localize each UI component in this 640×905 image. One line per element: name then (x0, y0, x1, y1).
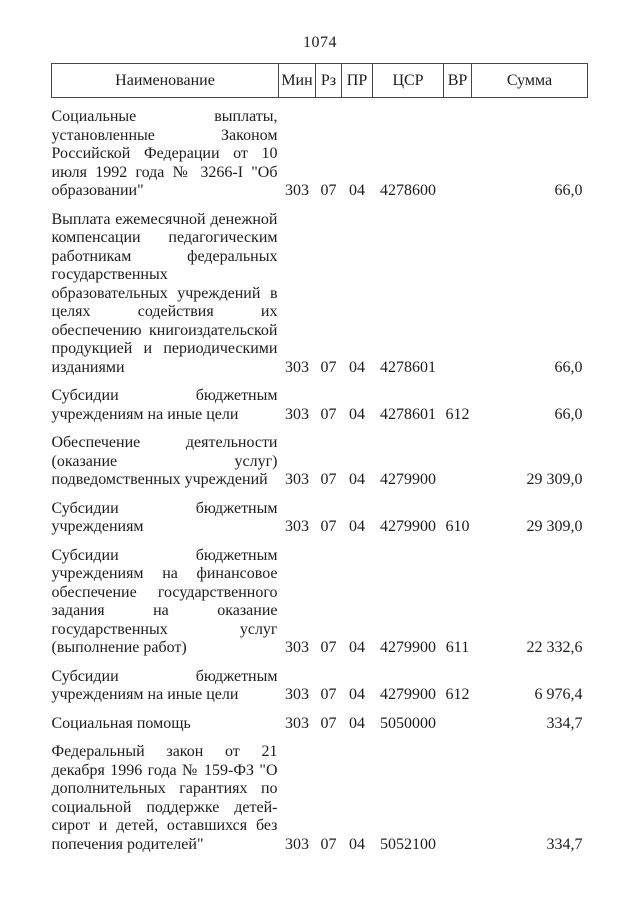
cell-vr (444, 424, 472, 490)
table-header-row (52, 64, 588, 98)
cell-summa: 6 976,4 (534, 686, 583, 703)
cell-csr: 4279900 (380, 471, 436, 488)
cell-csr: 4278600 (380, 182, 436, 199)
cell-rz: 07 (320, 182, 337, 199)
column-header-vr: ВР (444, 64, 472, 98)
cell-vr (444, 705, 472, 734)
cell-vr (444, 98, 472, 201)
cell-rz: 07 (320, 358, 337, 376)
table-row (52, 377, 588, 424)
cell-summa: 29 309,0 (526, 471, 583, 488)
cell-pr: 04 (349, 471, 365, 488)
table-row (52, 733, 588, 854)
cell-csr: 4279900 (380, 686, 436, 703)
cell-name: Субсидии бюджетным учреждениям на иные цели (51, 667, 278, 703)
cell-summa: 29 309,0 (526, 518, 583, 535)
cell-vr: 612 (445, 405, 470, 423)
cell-rz: 07 (320, 518, 337, 535)
cell-rz: 07 (320, 639, 337, 656)
table-row (52, 201, 588, 378)
cell-min: 303 (285, 405, 309, 423)
cell-name: Субсидии бюджетным учреждениям на иные цели (51, 387, 278, 423)
cell-min: 303 (285, 639, 309, 656)
column-header-rz: Рз (316, 64, 342, 98)
cell-csr: 5052100 (380, 835, 436, 853)
cell-vr: 612 (445, 686, 470, 703)
cell-min: 303 (285, 182, 309, 199)
page-number: 1074 (303, 34, 337, 51)
cell-pr: 04 (349, 835, 365, 853)
cell-min: 303 (285, 835, 309, 853)
table-row (52, 537, 588, 658)
cell-vr (444, 201, 472, 378)
column-header-csr: ЦСР (373, 64, 444, 98)
cell-name: Обеспечение деятельности (оказание услуг) подведомственных учреждений (51, 434, 278, 488)
cell-min: 303 (285, 358, 309, 376)
cell-csr: 5050000 (380, 714, 436, 732)
cell-rz: 07 (320, 835, 337, 853)
cell-csr: 4278601 (380, 405, 436, 423)
cell-min: 303 (285, 518, 309, 535)
column-header-pr: ПР (342, 64, 373, 98)
cell-pr: 04 (349, 686, 365, 703)
table-row (52, 424, 588, 490)
cell-vr: 610 (445, 518, 470, 535)
table-header (52, 64, 588, 98)
cell-name: Субсидии бюджетным учреждениям на финансовое обеспечение государственного задания на оказание государственных услуг (выполнение работ) (51, 546, 278, 656)
table-body (52, 98, 588, 855)
column-header-min: Мин (279, 64, 316, 98)
cell-name: Социальная помощь (51, 714, 191, 732)
budget-table (51, 63, 588, 854)
cell-csr: 4278601 (380, 358, 436, 376)
cell-pr: 04 (349, 639, 365, 656)
cell-name: Федеральный закон от 21 декабря 1996 года № 159-ФЗ "О дополнительных гарантиях по социальной поддержке детей-сирот и детей, оставшихся без попечения родителей" (51, 743, 278, 853)
table-row (52, 705, 588, 734)
cell-rz: 07 (320, 714, 337, 732)
cell-min: 303 (285, 686, 309, 703)
cell-summa: 22 332,6 (526, 639, 583, 656)
cell-name: Выплата ежемесячной денежной компенсации педагогическим работникам федеральных государственных образовательных учреждений в целях содействия их обеспечению книгоиздательской продукцией и периодическими изданиями (51, 210, 278, 376)
table-row (52, 658, 588, 705)
cell-summa: 66,0 (554, 182, 583, 199)
cell-pr: 04 (349, 714, 365, 732)
cell-pr: 04 (349, 182, 365, 199)
cell-rz: 07 (320, 471, 337, 488)
cell-pr: 04 (349, 358, 365, 376)
cell-csr: 4279900 (380, 639, 436, 656)
cell-summa: 66,0 (554, 358, 583, 376)
cell-summa: 334,7 (546, 714, 583, 732)
column-header-summa: Сумма (472, 64, 588, 98)
cell-name: Социальные выплаты, установленные Законом Российской Федерации от 10 июля 1992 года № 3266-I "Об образовании" (51, 108, 278, 199)
cell-summa: 334,7 (546, 835, 583, 853)
cell-rz: 07 (320, 686, 337, 703)
column-header-name: Наименование (52, 64, 279, 98)
cell-pr: 04 (349, 518, 365, 535)
cell-vr (444, 733, 472, 854)
cell-min: 303 (285, 714, 309, 732)
table-row (52, 490, 588, 537)
cell-summa: 66,0 (554, 405, 583, 423)
cell-name: Субсидии бюджетным учреждениям (51, 499, 278, 535)
cell-pr: 04 (349, 405, 365, 423)
cell-csr: 4279900 (380, 518, 436, 535)
cell-min: 303 (285, 471, 309, 488)
table-row (52, 98, 588, 201)
cell-vr: 611 (445, 639, 470, 656)
cell-rz: 07 (320, 405, 337, 423)
